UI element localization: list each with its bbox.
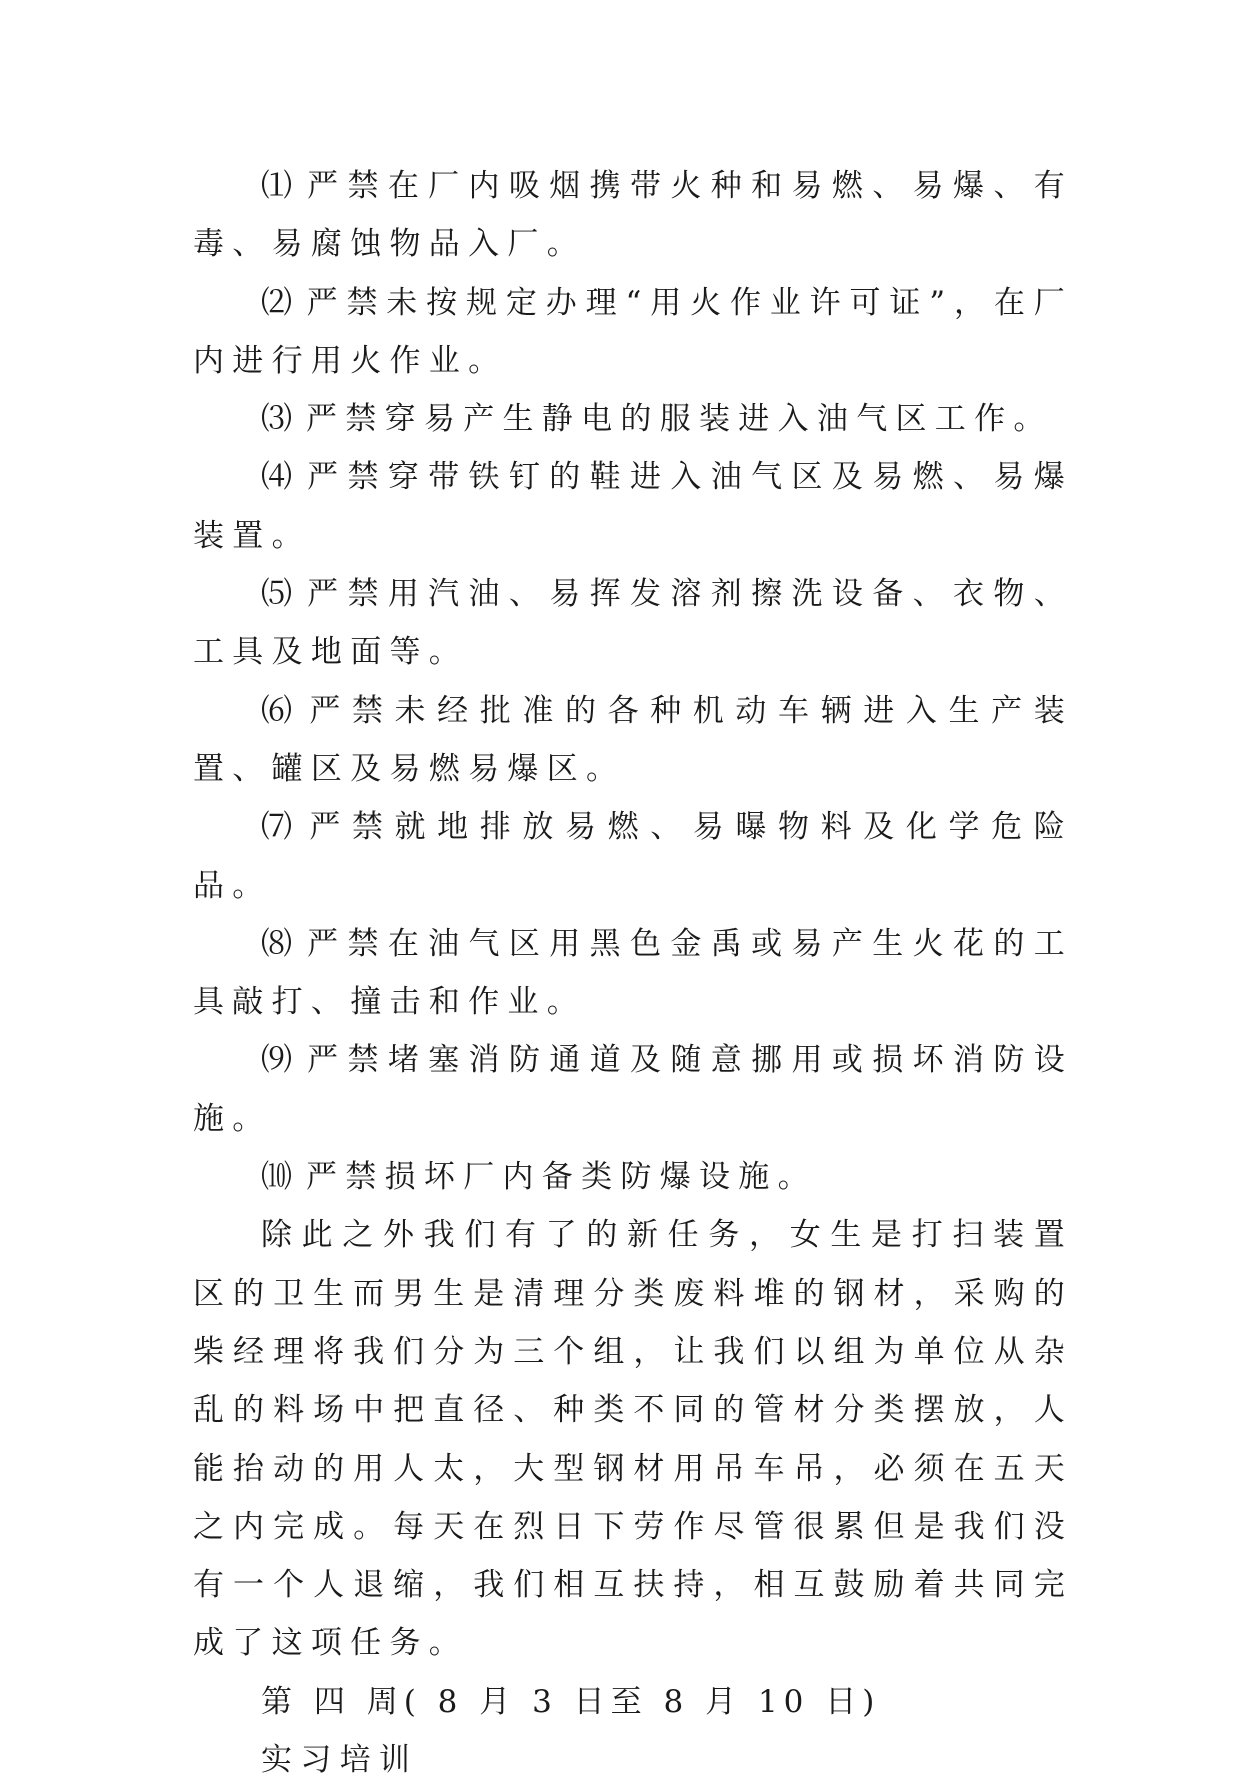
rule-item-2 — [193, 274, 1073, 391]
rule-text: 严禁穿易产生静电的服装进入油气区工作。 — [306, 401, 1053, 438]
rule-number: ⑷ — [261, 459, 294, 496]
rule-text: 严禁穿带铁钉的鞋进入油气区及易燃、易爆装置。 — [193, 459, 1074, 554]
rule-number: ⑺ — [261, 809, 296, 846]
rule-item-7 — [193, 798, 1073, 915]
rule-item-4 — [193, 448, 1073, 565]
rule-number: ⑼ — [261, 1042, 294, 1079]
rule-text: 严禁未按规定办理“用火作业许可证”，在厂内进行用火作业。 — [193, 284, 1074, 379]
rule-text: 严禁在厂内吸烟携带火种和易燃、易爆、有毒、易腐蚀物品入厂。 — [193, 168, 1074, 263]
rule-item-10 — [193, 1148, 1073, 1206]
rule-item-3 — [193, 390, 1073, 448]
rule-item-1 — [193, 157, 1073, 274]
rule-item-8 — [193, 915, 1073, 1032]
rule-number: ⑸ — [261, 576, 294, 613]
rule-text: 严禁损坏厂内备类防爆设施。 — [306, 1159, 817, 1196]
rule-text: 严禁堵塞消防通道及随意挪用或损坏消防设施。 — [193, 1042, 1074, 1137]
rule-number: ⑹ — [261, 692, 296, 729]
rule-number: ⑴ — [261, 168, 294, 204]
document-body — [193, 157, 1073, 1789]
rule-text: 严禁未经批准的各种机动车辆进入生产装置、罐区及易燃易爆区。 — [193, 692, 1073, 787]
rule-number: ⑽ — [261, 1159, 292, 1196]
rule-item-6 — [193, 682, 1073, 799]
rule-item-9 — [193, 1031, 1073, 1148]
rule-text: 严禁在油气区用黑色金禹或易产生火花的工具敲打、撞击和作业。 — [193, 925, 1074, 1021]
rule-text: 严禁就地排放易燃、易曝物料及化学危险品。 — [193, 809, 1073, 904]
body-paragraph: 除此之外我们有了的新任务，女生是打扫装置区的卫生而男生是清理分类废料堆的钢材，采购的柴经理将我们分为三个组，让我们以组为单位从杂乱的料场中把直径、种类不同的管材分类摆放，人能抬动的用人太，大型钢材用吊车吊，必须在五天之内完成。每天在烈日下劳作尽管很累但是我们没有一个人退缩，我们相互扶持，相互鼓励着共同完成了这项任务。 — [193, 1217, 1073, 1662]
section-title: 实习培训 — [261, 1742, 419, 1779]
rule-number: ⑵ — [261, 284, 293, 321]
rule-text: 严禁用汽油、易挥发溶剂擦洗设备、衣物、工具及地面等。 — [193, 576, 1074, 671]
week-heading: 第 四 周( 8 月 3 日至 8 月 10 日) — [261, 1683, 881, 1720]
rule-number: ⑶ — [261, 401, 292, 438]
rule-number: ⑻ — [261, 925, 294, 962]
rule-item-5 — [193, 565, 1073, 682]
